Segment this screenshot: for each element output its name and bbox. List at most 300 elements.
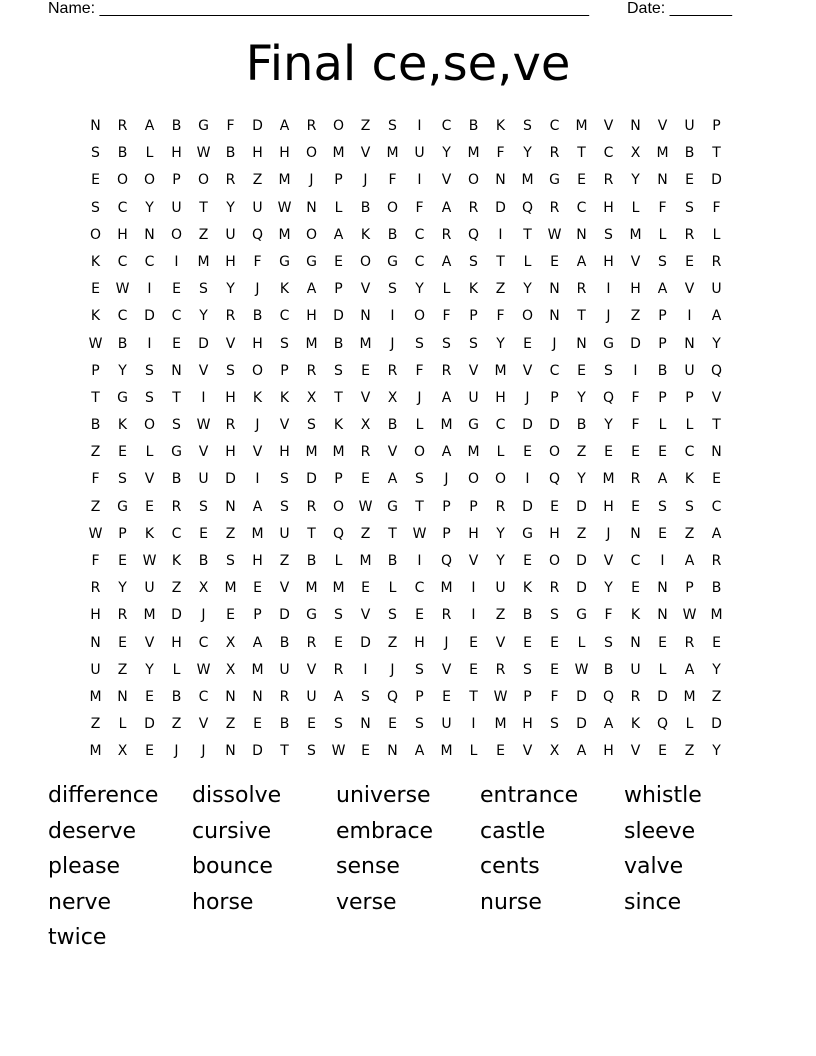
grid-letter: P — [658, 335, 667, 352]
grid-letter: Y — [118, 580, 127, 597]
grid-letter: L — [145, 444, 154, 461]
grid-letter: D — [225, 471, 236, 488]
grid-letter: E — [172, 335, 181, 352]
grid-letter: M — [251, 525, 264, 542]
word-list-item: universe — [336, 783, 431, 808]
grid-letter: M — [143, 607, 156, 624]
grid-letter: E — [550, 661, 559, 678]
grid-letter: C — [414, 580, 425, 597]
grid-letter: A — [333, 688, 344, 705]
grid-letter: S — [685, 498, 694, 515]
grid-letter: U — [252, 199, 263, 216]
grid-letter: V — [468, 553, 479, 569]
grid-letter: Y — [145, 199, 154, 216]
grid-letter: L — [685, 716, 694, 733]
grid-letter: S — [172, 417, 181, 434]
grid-letter: V — [360, 145, 371, 162]
letter-grid — [82, 113, 730, 766]
grid-letter: A — [279, 118, 290, 134]
grid-letter: F — [253, 253, 262, 270]
grid-letter: R — [495, 661, 506, 678]
grid-letter: S — [361, 688, 370, 705]
grid-letter: H — [306, 308, 317, 325]
grid-letter: Y — [577, 389, 586, 406]
grid-letter: V — [279, 417, 290, 434]
grid-letter: K — [279, 389, 290, 406]
grid-letter: W — [142, 553, 157, 569]
grid-letter: I — [525, 471, 530, 488]
grid-letter: Z — [495, 607, 506, 624]
grid-letter: Y — [523, 281, 532, 298]
word-list-item: castle — [480, 818, 546, 844]
grid-letter: U — [144, 580, 155, 597]
grid-letter: F — [415, 362, 424, 379]
grid-letter: Y — [415, 281, 424, 298]
grid-letter: Q — [332, 525, 345, 542]
grid-letter: U — [630, 661, 641, 678]
grid-letter: B — [576, 417, 587, 434]
word-list-item: whistle — [624, 783, 702, 808]
grid-letter: C — [117, 199, 128, 216]
grid-letter: H — [603, 498, 614, 515]
grid-letter: F — [496, 308, 505, 325]
grid-letter: K — [468, 281, 479, 298]
grid-letter: W — [412, 525, 427, 542]
grid-letter: G — [117, 389, 128, 406]
grid-letter: C — [711, 498, 722, 515]
grid-letter: T — [415, 498, 424, 515]
grid-letter: G — [387, 498, 398, 515]
grid-letter: K — [684, 471, 695, 488]
grid-letter: O — [548, 444, 561, 461]
grid-letter: B — [657, 362, 668, 379]
grid-letter: S — [388, 607, 397, 624]
word-list-item: cursive — [192, 818, 272, 844]
grid-letter: M — [305, 444, 318, 461]
grid-letter: G — [198, 118, 209, 134]
grid-letter: B — [198, 553, 209, 569]
grid-letter: U — [306, 688, 317, 705]
grid-letter: E — [712, 634, 721, 651]
grid-letter: J — [606, 525, 611, 542]
grid-letter: M — [332, 444, 345, 461]
date-field-label: Date: _______ — [627, 0, 732, 17]
grid-letter: H — [225, 389, 236, 406]
grid-letter: R — [684, 226, 695, 243]
grid-letter: M — [278, 172, 291, 189]
grid-letter: W — [331, 743, 346, 760]
grid-letter: P — [685, 389, 694, 406]
grid-letter: F — [415, 199, 424, 216]
grid-letter: M — [710, 607, 723, 624]
grid-letter: I — [471, 716, 476, 733]
grid-letter: H — [414, 634, 425, 651]
grid-letter: G — [171, 444, 182, 461]
grid-letter: Y — [604, 417, 613, 434]
grid-letter: D — [495, 199, 506, 216]
grid-letter: W — [196, 417, 211, 434]
grid-letter: S — [280, 335, 289, 352]
grid-letter: N — [630, 634, 641, 651]
grid-letter: U — [468, 389, 479, 406]
grid-letter: F — [550, 688, 559, 705]
grid-letter: S — [145, 362, 154, 379]
grid-letter: R — [495, 498, 506, 515]
grid-letter: B — [711, 580, 722, 597]
grid-letter: L — [496, 444, 505, 461]
grid-letter: P — [334, 281, 343, 298]
grid-letter: Q — [656, 716, 669, 733]
grid-letter: N — [387, 743, 398, 760]
grid-letter: E — [469, 661, 478, 678]
grid-letter: I — [471, 607, 476, 624]
grid-letter: A — [306, 281, 317, 298]
grid-letter: H — [117, 226, 128, 243]
grid-letter: E — [685, 172, 694, 189]
grid-letter: I — [687, 308, 692, 325]
grid-letter: R — [117, 607, 128, 624]
grid-letter: Z — [576, 444, 587, 461]
grid-letter: V — [198, 716, 209, 733]
word-list-item: nerve — [48, 889, 112, 915]
grid-letter: R — [333, 661, 344, 678]
grid-letter: G — [387, 253, 398, 270]
grid-letter: P — [442, 498, 451, 515]
grid-letter: F — [631, 417, 640, 434]
grid-letter: M — [359, 553, 372, 569]
grid-letter: P — [415, 688, 424, 705]
grid-letter: O — [467, 172, 480, 189]
grid-letter: V — [279, 580, 290, 597]
grid-letter: B — [306, 553, 317, 569]
grid-letter: D — [630, 335, 641, 352]
grid-letter: B — [387, 553, 398, 569]
grid-letter: W — [115, 281, 130, 298]
grid-letter: T — [388, 525, 397, 542]
grid-letter: C — [630, 553, 641, 569]
grid-letter: I — [498, 226, 503, 243]
grid-letter: F — [496, 145, 505, 162]
grid-letter: R — [225, 308, 236, 325]
grid-letter: O — [413, 444, 426, 461]
grid-letter: E — [361, 362, 370, 379]
grid-letter: F — [388, 172, 397, 189]
grid-letter: K — [522, 580, 533, 597]
grid-letter: A — [711, 308, 722, 325]
grid-letter: M — [494, 362, 507, 379]
grid-letter: R — [306, 498, 317, 515]
grid-letter: J — [363, 172, 368, 189]
grid-letter: Q — [602, 688, 615, 705]
grid-letter: Y — [226, 281, 235, 298]
grid-letter: V — [495, 634, 506, 651]
grid-letter: R — [306, 362, 317, 379]
grid-letter: S — [658, 498, 667, 515]
grid-letter: B — [252, 308, 263, 325]
grid-letter: U — [711, 281, 722, 298]
grid-letter: Y — [712, 335, 721, 352]
grid-letter: L — [523, 253, 532, 270]
grid-letter: E — [631, 444, 640, 461]
grid-letter: H — [90, 607, 101, 624]
grid-letter: E — [145, 743, 154, 760]
word-list-item: horse — [192, 889, 254, 915]
grid-letter: O — [143, 417, 156, 434]
grid-letter: S — [523, 118, 532, 134]
grid-letter: K — [90, 308, 101, 325]
grid-letter: Y — [199, 308, 208, 325]
grid-letter: O — [89, 226, 102, 243]
grid-letter: S — [523, 661, 532, 678]
grid-letter: N — [171, 362, 182, 379]
grid-letter: S — [307, 417, 316, 434]
grid-letter: D — [360, 634, 371, 651]
grid-letter: A — [711, 525, 722, 542]
grid-letter: C — [549, 118, 560, 134]
grid-letter: U — [171, 199, 182, 216]
grid-letter: M — [683, 688, 696, 705]
grid-letter: E — [631, 580, 640, 597]
grid-letter: O — [386, 199, 399, 216]
grid-letter: Z — [576, 525, 587, 542]
grid-letter: R — [117, 118, 128, 134]
grid-letter: P — [334, 471, 343, 488]
grid-letter: E — [550, 498, 559, 515]
grid-letter: I — [471, 580, 476, 597]
grid-letter: E — [253, 716, 262, 733]
grid-letter: D — [279, 607, 290, 624]
grid-letter: P — [91, 362, 100, 379]
grid-letter: O — [305, 145, 318, 162]
grid-letter: Y — [496, 335, 505, 352]
grid-letter: G — [576, 607, 587, 624]
grid-letter: Z — [387, 634, 398, 651]
grid-letter: O — [332, 498, 345, 515]
grid-letter: H — [225, 253, 236, 270]
grid-letter: N — [711, 444, 722, 461]
grid-letter: N — [630, 525, 641, 542]
grid-letter: U — [90, 661, 101, 678]
grid-letter: J — [201, 743, 206, 760]
grid-letter: V — [630, 253, 641, 270]
grid-letter: E — [226, 607, 235, 624]
grid-letter: R — [603, 172, 614, 189]
grid-letter: N — [495, 172, 506, 189]
grid-letter: S — [415, 661, 424, 678]
grid-letter: E — [577, 172, 586, 189]
grid-letter: M — [332, 580, 345, 597]
grid-letter: S — [91, 145, 100, 162]
grid-letter: M — [332, 145, 345, 162]
grid-letter: L — [442, 281, 451, 298]
grid-letter: C — [441, 118, 452, 134]
grid-letter: E — [415, 607, 424, 624]
grid-letter: E — [658, 444, 667, 461]
grid-letter: E — [118, 444, 127, 461]
grid-letter: R — [306, 118, 317, 134]
grid-letter: E — [145, 498, 154, 515]
grid-letter: R — [549, 145, 560, 162]
grid-letter: P — [280, 362, 289, 379]
grid-letter: N — [117, 688, 128, 705]
grid-letter: D — [576, 716, 587, 733]
word-list-item: verse — [336, 889, 397, 915]
grid-letter: V — [468, 362, 479, 379]
grid-letter: A — [603, 716, 614, 733]
grid-letter: U — [225, 226, 236, 243]
grid-letter: O — [332, 118, 345, 134]
grid-letter: G — [522, 525, 533, 542]
grid-letter: U — [279, 661, 290, 678]
grid-letter: G — [468, 417, 479, 434]
grid-letter: U — [279, 525, 290, 542]
grid-letter: P — [442, 525, 451, 542]
grid-letter: A — [684, 661, 695, 678]
grid-letter: T — [334, 389, 343, 406]
grid-letter: M — [197, 253, 210, 270]
grid-letter: S — [658, 253, 667, 270]
grid-letter: E — [712, 471, 721, 488]
grid-letter: R — [711, 253, 722, 270]
grid-letter: L — [685, 417, 694, 434]
grid-letter: R — [630, 688, 641, 705]
grid-letter: D — [252, 743, 263, 760]
grid-letter: S — [415, 471, 424, 488]
grid-letter: K — [252, 389, 263, 406]
grid-letter: O — [467, 471, 480, 488]
grid-letter: V — [630, 743, 641, 760]
grid-letter: J — [552, 335, 557, 352]
grid-letter: H — [603, 199, 614, 216]
grid-letter: Z — [90, 716, 101, 733]
grid-letter: T — [172, 389, 181, 406]
grid-letter: Y — [496, 525, 505, 542]
grid-letter: D — [522, 498, 533, 515]
grid-letter: T — [712, 417, 721, 434]
grid-letter: I — [417, 118, 422, 134]
grid-letter: S — [685, 199, 694, 216]
grid-letter: L — [388, 580, 397, 597]
grid-letter: A — [252, 498, 263, 515]
grid-letter: W — [88, 335, 103, 352]
grid-letter: Y — [712, 743, 721, 760]
grid-letter: R — [711, 553, 722, 569]
grid-letter: D — [576, 580, 587, 597]
grid-letter: O — [251, 362, 264, 379]
grid-letter: L — [415, 417, 424, 434]
grid-letter: O — [116, 172, 129, 189]
grid-letter: S — [118, 471, 127, 488]
grid-letter: D — [576, 553, 587, 569]
grid-letter: B — [468, 118, 479, 134]
grid-letter: W — [547, 226, 562, 243]
grid-letter: D — [306, 471, 317, 488]
grid-letter: R — [225, 172, 236, 189]
grid-letter: B — [171, 118, 182, 134]
grid-letter: Z — [684, 525, 695, 542]
grid-letter: E — [523, 634, 532, 651]
grid-letter: T — [712, 145, 721, 162]
word-list-item: entrance — [480, 783, 579, 808]
grid-letter: R — [306, 634, 317, 651]
grid-letter: H — [468, 525, 479, 542]
word-list-item: twice — [48, 925, 107, 950]
grid-letter: W — [277, 199, 292, 216]
grid-letter: R — [576, 281, 587, 298]
grid-letter: D — [549, 417, 560, 434]
grid-letter: L — [172, 661, 181, 678]
grid-letter: P — [469, 308, 478, 325]
grid-letter: E — [118, 634, 127, 651]
grid-letter: M — [629, 226, 642, 243]
grid-letter: N — [549, 281, 560, 298]
grid-letter: Z — [90, 498, 101, 515]
grid-letter: A — [441, 444, 452, 461]
grid-letter: P — [685, 580, 694, 597]
grid-letter: S — [280, 471, 289, 488]
grid-letter: S — [388, 118, 397, 134]
grid-letter: T — [199, 199, 208, 216]
grid-letter: Y — [712, 661, 721, 678]
grid-letter: V — [360, 389, 371, 406]
grid-letter: D — [522, 417, 533, 434]
grid-letter: K — [360, 226, 371, 243]
grid-letter: Q — [251, 226, 264, 243]
grid-letter: N — [630, 118, 641, 134]
grid-letter: H — [279, 444, 290, 461]
grid-letter: E — [469, 634, 478, 651]
grid-letter: J — [444, 634, 449, 651]
grid-letter: H — [549, 525, 560, 542]
grid-letter: N — [657, 607, 668, 624]
grid-letter: I — [633, 362, 638, 379]
grid-letter: R — [468, 199, 479, 216]
grid-letter: G — [306, 253, 317, 270]
grid-letter: T — [280, 743, 289, 760]
word-list-item: embrace — [336, 818, 434, 844]
grid-letter: E — [658, 743, 667, 760]
grid-letter: M — [467, 145, 480, 162]
grid-letter: M — [440, 417, 453, 434]
grid-letter: S — [469, 335, 478, 352]
grid-letter: X — [360, 417, 371, 434]
grid-letter: J — [174, 743, 179, 760]
grid-letter: P — [550, 389, 559, 406]
grid-letter: E — [361, 471, 370, 488]
grid-letter: M — [278, 226, 291, 243]
grid-letter: M — [386, 145, 399, 162]
grid-letter: Y — [118, 362, 127, 379]
grid-letter: R — [90, 580, 101, 597]
grid-letter: F — [658, 199, 667, 216]
grid-letter: T — [307, 525, 316, 542]
grid-letter: S — [604, 362, 613, 379]
grid-letter: V — [144, 634, 155, 651]
grid-letter: R — [171, 498, 182, 515]
grid-letter: V — [225, 335, 236, 352]
grid-letter: J — [390, 661, 395, 678]
grid-letter: B — [225, 145, 236, 162]
grid-letter: I — [390, 308, 395, 325]
grid-letter: M — [440, 743, 453, 760]
grid-letter: I — [363, 661, 368, 678]
grid-letter: I — [417, 553, 422, 569]
grid-letter: C — [171, 525, 182, 542]
grid-letter: C — [198, 634, 209, 651]
grid-letter: E — [91, 172, 100, 189]
grid-letter: L — [118, 716, 127, 733]
grid-letter: E — [172, 281, 181, 298]
